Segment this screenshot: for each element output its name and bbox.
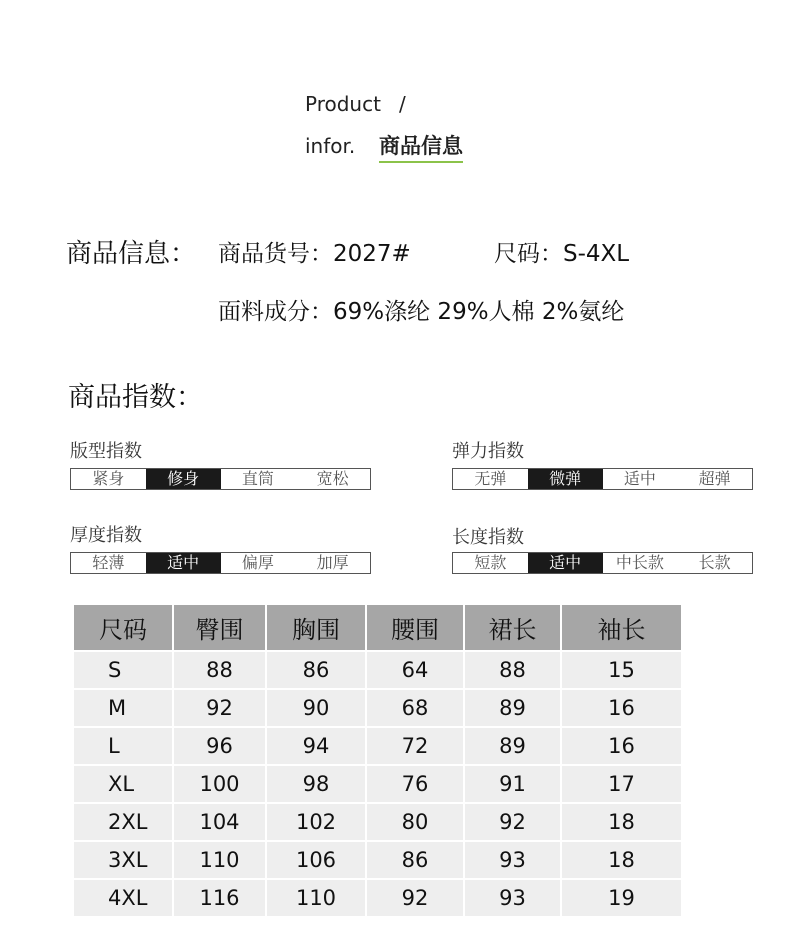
product-size-range: 尺码：S-4XL — [494, 241, 630, 267]
size-table-header: 腰围 — [366, 605, 464, 651]
header-underline — [379, 161, 463, 163]
table-cell: 96 — [173, 727, 266, 765]
size-cell: 2XL — [74, 803, 173, 841]
size-cell: M — [74, 689, 173, 727]
table-cell: 72 — [366, 727, 464, 765]
table-cell: 91 — [464, 765, 561, 803]
thickness-option-selected: 适中 — [146, 553, 221, 573]
index-section-title: 商品指数： — [68, 382, 203, 413]
elasticity-option: 无弹 — [474, 469, 507, 488]
fit-option: 宽松 — [316, 469, 349, 488]
table-cell: 19 — [561, 879, 681, 916]
size-cell: L — [74, 727, 173, 765]
table-cell: 110 — [266, 879, 366, 916]
table-cell: 93 — [464, 841, 561, 879]
table-cell: 116 — [173, 879, 266, 916]
size-table-header-row — [74, 605, 681, 651]
product-item-no: 商品货号：2027# — [218, 241, 411, 267]
size-table-header: 裙长 — [464, 605, 561, 651]
table-cell: 104 — [173, 803, 266, 841]
table-row — [74, 727, 681, 765]
thickness-option: 轻薄 — [92, 553, 125, 572]
length-option: 中长款 — [615, 553, 664, 572]
length-index-label: 长度指数 — [452, 527, 524, 548]
header-slash: / — [398, 92, 406, 116]
thickness-index-scale — [70, 552, 371, 574]
size-table-header: 胸围 — [266, 605, 366, 651]
table-cell: 16 — [561, 689, 681, 727]
table-cell: 88 — [464, 651, 561, 689]
header-en-line2: infor. — [305, 134, 356, 158]
thickness-option: 偏厚 — [241, 553, 274, 572]
table-cell: 76 — [366, 765, 464, 803]
table-row — [74, 689, 681, 727]
size-cell: 4XL — [74, 879, 173, 916]
table-row — [74, 841, 681, 879]
product-fabric: 面料成分：69%涤纶 29%人棉 2%氨纶 — [218, 299, 625, 325]
table-cell: 80 — [366, 803, 464, 841]
table-cell: 94 — [266, 727, 366, 765]
table-row — [74, 879, 681, 916]
table-cell: 92 — [464, 803, 561, 841]
table-cell: 89 — [464, 689, 561, 727]
size-table-header: 袖长 — [561, 605, 681, 651]
header-cn-title: 商品信息 — [379, 130, 463, 160]
elasticity-index-label: 弹力指数 — [452, 441, 524, 462]
elasticity-option: 适中 — [623, 469, 656, 488]
table-row — [74, 651, 681, 689]
table-cell: 88 — [173, 651, 266, 689]
table-cell: 106 — [266, 841, 366, 879]
size-table-header: 尺码 — [74, 605, 173, 651]
fit-index-label: 版型指数 — [70, 441, 142, 462]
size-cell: S — [74, 651, 173, 689]
fit-option-selected: 修身 — [146, 469, 221, 489]
table-cell: 18 — [561, 803, 681, 841]
fit-option: 紧身 — [92, 469, 125, 488]
thickness-option: 加厚 — [316, 553, 349, 572]
table-cell: 98 — [266, 765, 366, 803]
fit-option: 直筒 — [241, 469, 274, 488]
length-option-selected: 适中 — [528, 553, 603, 573]
size-table — [74, 605, 681, 916]
table-row — [74, 803, 681, 841]
size-cell: 3XL — [74, 841, 173, 879]
length-option: 长款 — [698, 553, 731, 572]
table-cell: 102 — [266, 803, 366, 841]
thickness-index-label: 厚度指数 — [70, 525, 142, 546]
size-cell: XL — [74, 765, 173, 803]
table-cell: 86 — [266, 651, 366, 689]
table-cell: 17 — [561, 765, 681, 803]
table-cell: 92 — [173, 689, 266, 727]
table-cell: 68 — [366, 689, 464, 727]
table-cell: 86 — [366, 841, 464, 879]
table-cell: 93 — [464, 879, 561, 916]
header-en-line1: Product / — [305, 92, 406, 116]
elasticity-index-scale — [452, 468, 753, 490]
table-cell: 18 — [561, 841, 681, 879]
table-cell: 110 — [173, 841, 266, 879]
fit-index-scale — [70, 468, 371, 490]
product-info-label: 商品信息： — [66, 239, 197, 269]
table-cell: 64 — [366, 651, 464, 689]
table-cell: 100 — [173, 765, 266, 803]
elasticity-option-selected: 微弹 — [528, 469, 603, 489]
table-cell: 90 — [266, 689, 366, 727]
table-cell: 16 — [561, 727, 681, 765]
table-cell: 15 — [561, 651, 681, 689]
table-cell: 89 — [464, 727, 561, 765]
length-index-scale — [452, 552, 753, 574]
length-option: 短款 — [474, 553, 507, 572]
table-cell: 92 — [366, 879, 464, 916]
size-table-header: 臀围 — [173, 605, 266, 651]
elasticity-option: 超弹 — [698, 469, 731, 488]
table-row — [74, 765, 681, 803]
